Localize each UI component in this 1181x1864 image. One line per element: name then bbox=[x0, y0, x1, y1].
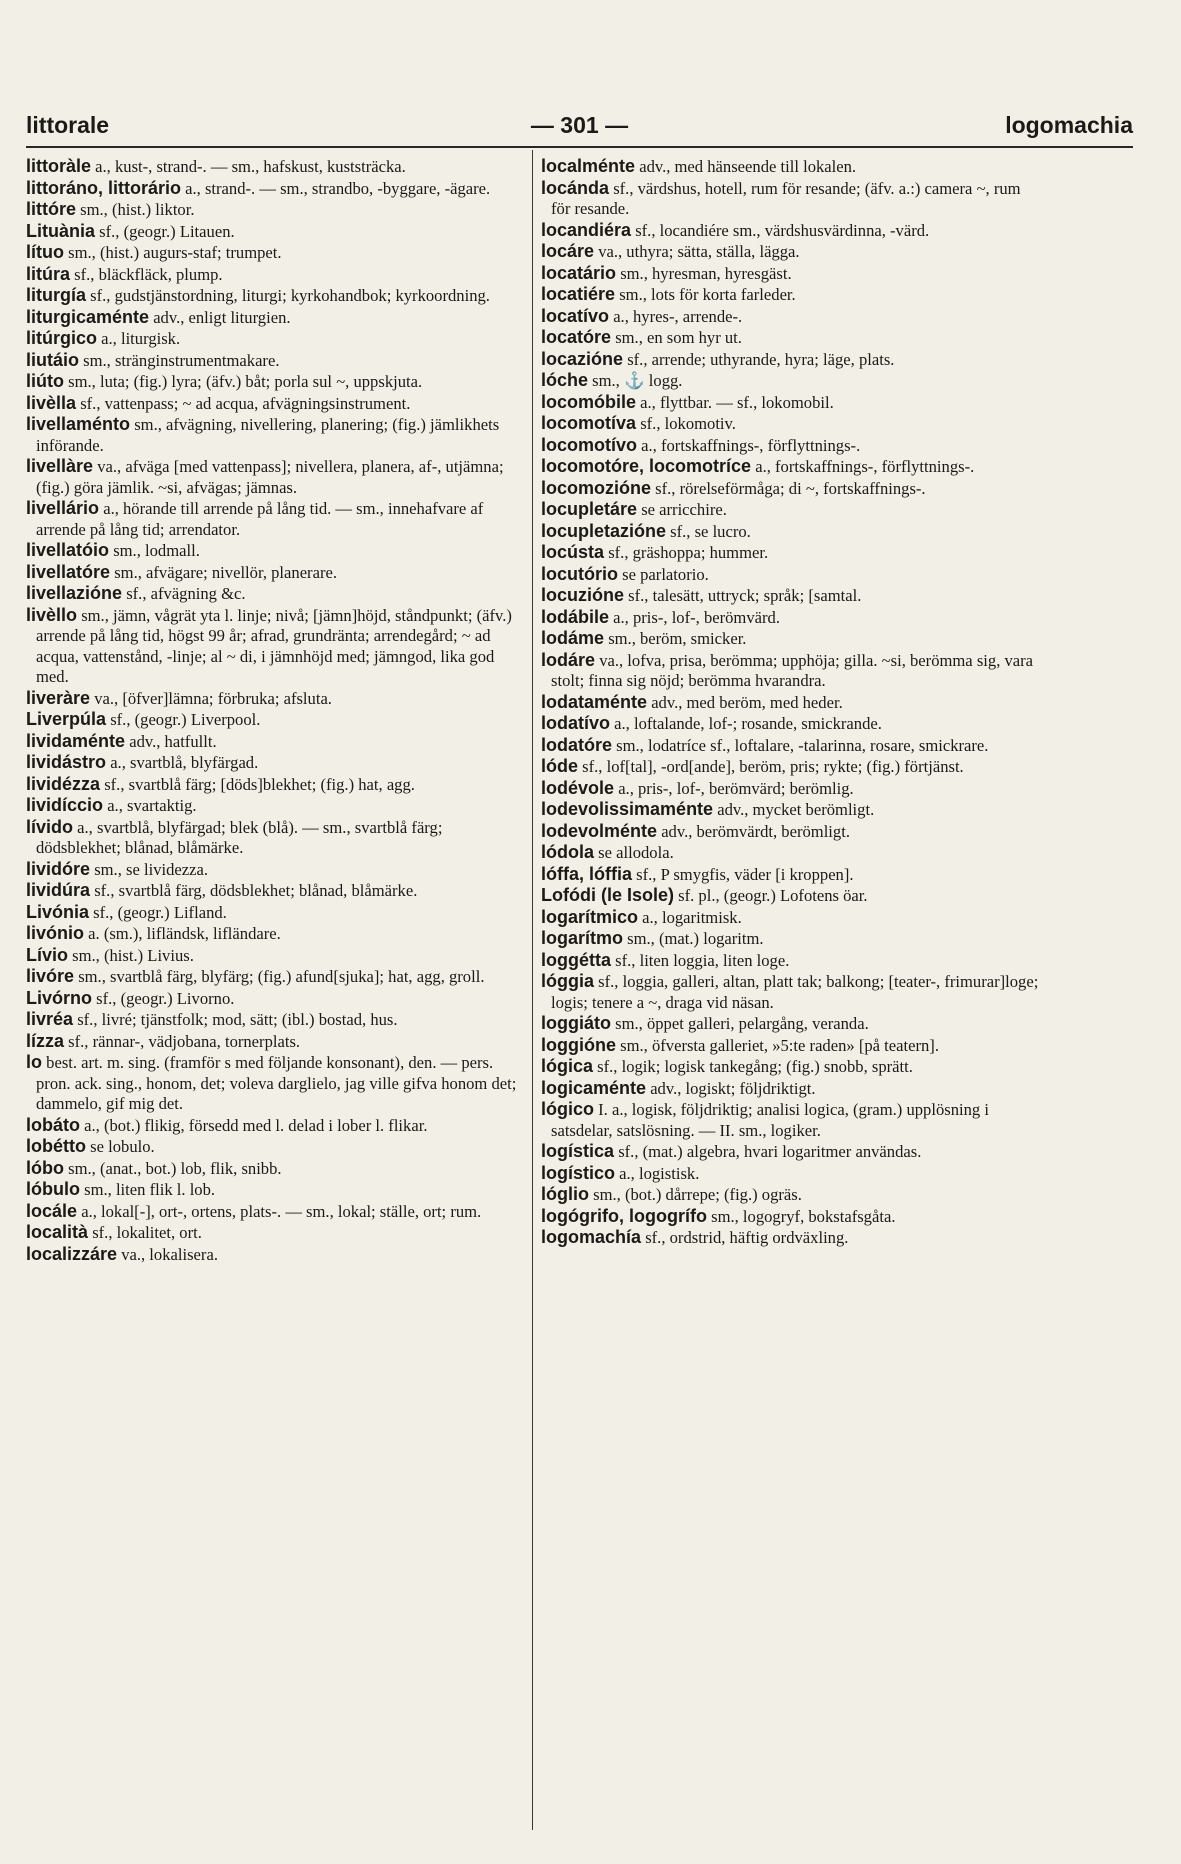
entry-definition: sm., jämn, vågrät yta l. linje; nivå; [jämn]höjd, ståndpunkt; (äfv.) arrende på lång tid, högst 99 år; afrad, grundränta; arrendegård; ~ ad acqua, vattenstånd, -linje; al ~ di, i jämnhöjd med; jämngod, lika god med. bbox=[36, 605, 512, 686]
dictionary-entry bbox=[26, 540, 524, 562]
entry-headword: lóffa, lóffia bbox=[541, 863, 632, 884]
entry-definition: sf., lokomotiv. bbox=[640, 414, 736, 433]
dictionary-entry bbox=[26, 752, 524, 774]
entry-definition: sf., (geogr.) Lifland. bbox=[93, 902, 227, 922]
dictionary-entry bbox=[541, 413, 1039, 435]
entry-headword: locomotívo bbox=[541, 434, 638, 455]
entry-definition: sm., en som hyr ut. bbox=[615, 328, 742, 347]
entry-definition: sf., talesätt, uttryck; språk; [samtal. bbox=[628, 586, 862, 605]
entry-definition: best. art. m. sing. (framför s med följande konsonant), den. — pers. pron. ack. sing., honom, det; voleva darglielo, jag ville gifva honom det; dammelo, gif mig det. bbox=[36, 1053, 517, 1113]
entry-definition: sm., afvägare; nivellör, planerare. bbox=[114, 562, 337, 582]
entry-headword: lividézza bbox=[26, 773, 101, 794]
entry-headword: locústa bbox=[541, 542, 605, 562]
entry-definition: sf., livré; tjänstfolk; mod, sätt; (ibl.) bostad, hus. bbox=[77, 1010, 398, 1029]
entry-definition: adv., med beröm, med heder. bbox=[651, 692, 843, 712]
entry-definition: a., kust-, strand-. — sm., hafskust, kuststräcka. bbox=[95, 157, 406, 176]
dictionary-entry bbox=[26, 1222, 524, 1244]
entry-headword: locatívo bbox=[541, 305, 610, 326]
dictionary-entry bbox=[26, 1179, 524, 1201]
entry-headword: lóbulo bbox=[26, 1179, 80, 1199]
entry-headword: livellaménto bbox=[26, 414, 131, 434]
entry-headword: lívido bbox=[26, 816, 74, 837]
entry-headword: Lívio bbox=[26, 944, 69, 965]
dictionary-entry bbox=[26, 966, 524, 988]
entry-definition: sf., afvägning &c. bbox=[126, 584, 246, 603]
entry-definition: sm., (bot.) dårrepe; (fig.) ogräs. bbox=[593, 1185, 802, 1204]
dictionary-entry bbox=[26, 371, 524, 393]
entry-headword: livellatóre bbox=[26, 561, 111, 582]
dictionary-entry bbox=[541, 521, 1039, 543]
entry-headword: lodáre bbox=[541, 649, 596, 670]
entry-headword: liveràre bbox=[26, 687, 91, 708]
dictionary-entry bbox=[541, 456, 1039, 478]
dictionary-entry bbox=[26, 1244, 524, 1266]
entry-headword: logarítmico bbox=[541, 906, 639, 927]
dictionary-entry bbox=[541, 692, 1039, 714]
dictionary-entry bbox=[26, 774, 524, 796]
entry-headword: lividaménte bbox=[26, 730, 126, 751]
dictionary-entry bbox=[541, 499, 1039, 521]
entry-headword: locatóre bbox=[541, 327, 612, 347]
entry-definition: sf., rörelseförmåga; di ~, fortskaffnings-. bbox=[655, 478, 926, 498]
dictionary-entry bbox=[26, 1115, 524, 1137]
entry-headword: lódola bbox=[541, 842, 594, 862]
entry-definition: sm., se lividezza. bbox=[94, 859, 209, 879]
dictionary-entry bbox=[26, 1031, 524, 1053]
entry-headword: lividúra bbox=[26, 880, 91, 900]
entry-headword: Livónia bbox=[26, 901, 90, 922]
dictionary-entry bbox=[26, 731, 524, 753]
entry-headword: livónio bbox=[26, 923, 84, 943]
entry-headword: livèlla bbox=[26, 392, 77, 413]
entry-headword: lodábile bbox=[541, 606, 610, 627]
entry-definition: sf., vattenpass; ~ ad acqua, afvägningsinstrument. bbox=[80, 393, 411, 413]
header-first-word: littorale bbox=[26, 112, 110, 138]
entry-headword: locánda bbox=[541, 177, 610, 198]
entry-definition: sm., öppet galleri, pelargång, veranda. bbox=[615, 1014, 869, 1033]
entry-definition: se lobulo. bbox=[90, 1137, 155, 1156]
dictionary-entry bbox=[541, 821, 1039, 843]
entry-definition: sf., värdshus, hotell, rum för resande; (äfv. a.:) camera ~, rum för resande. bbox=[551, 178, 1021, 218]
dictionary-entry bbox=[26, 264, 524, 286]
dictionary-entry bbox=[541, 628, 1039, 650]
entry-headword: logística bbox=[541, 1141, 615, 1161]
entry-definition: a., svartblå, blyfärgad; blek (blå). — sm., svartblå färg; dödsblekhet; blånad, blåmärke. bbox=[36, 817, 443, 857]
dictionary-entry bbox=[26, 221, 524, 243]
entry-headword: littoràle bbox=[26, 156, 92, 176]
dictionary-entry bbox=[541, 241, 1039, 263]
entry-definition: sf., logik; logisk tankegång; (fig.) snobb, sprätt. bbox=[597, 1057, 913, 1076]
entry-headword: Liverpúla bbox=[26, 709, 107, 729]
entry-headword: livellatóio bbox=[26, 540, 110, 560]
dictionary-entry bbox=[26, 498, 524, 540]
dictionary-entry bbox=[541, 564, 1039, 586]
entry-definition: sf., svartblå färg; [döds]blekhet; (fig.) hat, agg. bbox=[104, 774, 415, 794]
entry-definition: adv., med hänseende till lokalen. bbox=[639, 157, 857, 176]
entry-definition: va., afväga [med vattenpass]; nivellera, planera, af-, utjämna; (fig.) göra jämlik. ~si, afvägas; jämnas. bbox=[36, 457, 504, 497]
entry-definition: a., loftalande, lof-; rosande, smickrande. bbox=[614, 714, 882, 733]
entry-definition: a., fortskaffnings-, förflyttnings-. bbox=[641, 435, 861, 455]
dictionary-entry bbox=[541, 1078, 1039, 1100]
dictionary-entry bbox=[26, 414, 524, 456]
entry-definition: a., fortskaffnings-, förflyttnings-. bbox=[755, 457, 975, 476]
dictionary-entry bbox=[26, 307, 524, 329]
entry-definition: a., svartblå, blyfärgad. bbox=[110, 753, 259, 772]
entry-definition: sm., lots för korta farleder. bbox=[619, 285, 796, 304]
entry-definition: adv., logiskt; följdriktigt. bbox=[650, 1078, 816, 1098]
entry-definition: a., flyttbar. — sf., lokomobil. bbox=[640, 392, 834, 412]
entry-headword: livellàre bbox=[26, 456, 94, 476]
dictionary-entry bbox=[26, 456, 524, 498]
entry-definition: a., hyres-, arrende-. bbox=[613, 306, 743, 326]
entry-definition: sm., hyresman, hyresgäst. bbox=[620, 263, 792, 283]
entry-headword: lodatóre bbox=[541, 734, 613, 755]
entry-headword: lodáme bbox=[541, 628, 605, 648]
entry-definition: I. a., logisk, följdriktig; analisi logica, (gram.) upplösning i satsdelar, satslösning. — II. sm., logiker. bbox=[551, 1100, 989, 1140]
entry-definition: sf., bläckfläck, plump. bbox=[74, 264, 223, 284]
page-number: — 301 — bbox=[530, 112, 629, 138]
column-divider bbox=[532, 150, 533, 1830]
dictionary-entry bbox=[541, 1035, 1039, 1057]
entry-definition: a., logaritmisk. bbox=[642, 907, 742, 927]
entry-headword: liúto bbox=[26, 371, 64, 391]
entry-headword: lividástro bbox=[26, 752, 107, 772]
dictionary-entry bbox=[26, 1136, 524, 1158]
entry-definition: a., liturgisk. bbox=[101, 329, 181, 348]
entry-definition: se parlatorio. bbox=[622, 564, 709, 584]
entry-definition: sf. pl., (geogr.) Lofotens öar. bbox=[678, 886, 868, 905]
entry-definition: sf., P smygfis, väder [i kroppen]. bbox=[636, 864, 854, 884]
dictionary-entry bbox=[26, 902, 524, 924]
entry-definition: sm., svartblå färg, blyfärg; (fig.) afund[sjuka]; hat, agg, groll. bbox=[78, 967, 485, 986]
dictionary-entry bbox=[26, 688, 524, 710]
dictionary-entry bbox=[541, 971, 1039, 1013]
dictionary-entry bbox=[26, 1009, 524, 1031]
dictionary-entry bbox=[541, 756, 1039, 778]
entry-definition: sf., locandiére sm., värdshusvärdinna, -värd. bbox=[635, 220, 930, 240]
entry-definition: va., uthyra; sätta, ställa, lägga. bbox=[598, 242, 800, 261]
dictionary-entry bbox=[26, 583, 524, 605]
dictionary-entry bbox=[541, 542, 1039, 564]
entry-headword: lodévole bbox=[541, 777, 615, 798]
entry-definition: sf., loggia, galleri, altan, platt tak; balkong; [teater-, frimurar]loge; logis; tenere a ~, draga vid näsan. bbox=[551, 972, 1039, 1012]
entry-headword: locomozióne bbox=[541, 477, 652, 498]
entry-definition: sm., (anat., bot.) lob, flik, snibb. bbox=[68, 1158, 282, 1178]
entry-headword: Lituània bbox=[26, 220, 96, 241]
dictionary-entry bbox=[541, 327, 1039, 349]
dictionary-entry bbox=[541, 585, 1039, 607]
entry-headword: lodevolménte bbox=[541, 820, 658, 841]
entry-definition: a., pris-, lof-, berömvärd. bbox=[613, 607, 780, 627]
entry-headword: locutório bbox=[541, 563, 618, 584]
dictionary-entry bbox=[541, 1206, 1039, 1228]
entry-headword: lízza bbox=[26, 1030, 65, 1051]
entry-headword: logomachía bbox=[541, 1227, 642, 1247]
page-header bbox=[26, 112, 1133, 148]
entry-headword: locomóbile bbox=[541, 391, 637, 412]
dictionary-entry bbox=[541, 156, 1039, 178]
entry-definition: sf., se lucro. bbox=[670, 521, 751, 541]
dictionary-entry bbox=[26, 709, 524, 731]
entry-definition: sm., (hist.) liktor. bbox=[80, 200, 195, 219]
entry-definition: sm., luta; (fig.) lyra; (äfv.) båt; porla sul ~, uppskjuta. bbox=[68, 372, 423, 391]
dictionary-entry bbox=[26, 817, 524, 859]
entry-headword: localizzáre bbox=[26, 1243, 118, 1264]
entry-headword: locáre bbox=[541, 241, 595, 261]
dictionary-entry bbox=[541, 713, 1039, 735]
entry-definition: sf., svartblå färg, dödsblekhet; blånad, blåmärke. bbox=[94, 881, 418, 900]
dictionary-entry bbox=[26, 242, 524, 264]
entry-headword: locupletáre bbox=[541, 499, 638, 519]
left-column bbox=[26, 156, 524, 1265]
entry-headword: loggiáto bbox=[541, 1013, 611, 1033]
entry-headword: logógrifo, logogrífo bbox=[541, 1205, 707, 1226]
dictionary-entry bbox=[541, 607, 1039, 629]
entry-definition: sm., liten flik l. lob. bbox=[84, 1180, 216, 1199]
entry-headword: lóglio bbox=[541, 1184, 589, 1204]
dictionary-entry bbox=[26, 350, 524, 372]
entry-headword: logístico bbox=[541, 1162, 616, 1183]
entry-definition: sm., afvägning, nivellering, planering; (fig.) jämlikhets införande. bbox=[36, 415, 500, 455]
dictionary-entry bbox=[541, 650, 1039, 692]
entry-definition: sm., lodatríce sf., loftalare, -talarinna, rosare, smickrare. bbox=[616, 735, 989, 755]
entry-definition: adv., mycket berömligt. bbox=[717, 800, 875, 819]
dictionary-entry bbox=[541, 885, 1039, 907]
entry-definition: se arricchire. bbox=[641, 500, 727, 519]
dictionary-entry bbox=[26, 285, 524, 307]
dictionary-entry bbox=[541, 220, 1039, 242]
entry-definition: a., svartaktig. bbox=[107, 796, 197, 815]
entry-headword: locomotóre, locomotríce bbox=[541, 456, 752, 476]
entry-headword: littóre bbox=[26, 199, 77, 219]
right-column bbox=[541, 156, 1039, 1249]
entry-definition: sf., rännar-, vädjobana, tornerplats. bbox=[68, 1031, 301, 1051]
dictionary-entry bbox=[541, 735, 1039, 757]
entry-definition: sm., beröm, smicker. bbox=[608, 629, 747, 648]
entry-headword: Livórno bbox=[26, 987, 92, 1008]
dictionary-entry bbox=[26, 393, 524, 415]
entry-definition: a., lokal[-], ort-, ortens, plats-. — sm., lokal; ställe, ort; rum. bbox=[81, 1201, 482, 1221]
entry-headword: littoráno, littorário bbox=[26, 177, 181, 198]
entry-definition: sm., (mat.) logaritm. bbox=[627, 929, 764, 948]
entry-headword: locatiére bbox=[541, 284, 616, 304]
dictionary-entry bbox=[26, 880, 524, 902]
entry-headword: logarítmo bbox=[541, 928, 624, 948]
entry-headword: lóbo bbox=[26, 1157, 64, 1178]
entry-headword: litúrgico bbox=[26, 328, 97, 348]
entry-headword: livèllo bbox=[26, 604, 78, 625]
entry-headword: liutáio bbox=[26, 349, 79, 370]
entry-definition: a., logistisk. bbox=[619, 1163, 700, 1183]
entry-definition: sf., liten loggia, liten loge. bbox=[615, 950, 790, 970]
dictionary-entry bbox=[26, 178, 524, 200]
entry-headword: lógico bbox=[541, 1099, 594, 1119]
dictionary-entry bbox=[26, 605, 524, 688]
entry-definition: adv., enligt liturgien. bbox=[153, 307, 291, 327]
entry-headword: locuzióne bbox=[541, 585, 625, 605]
entry-headword: loggétta bbox=[541, 949, 611, 970]
entry-headword: livellário bbox=[26, 498, 100, 518]
dictionary-entry bbox=[26, 859, 524, 881]
entry-headword: lividíccio bbox=[26, 795, 104, 815]
dictionary-entry bbox=[26, 156, 524, 178]
dictionary-entry bbox=[26, 988, 524, 1010]
entry-headword: lodatívo bbox=[541, 713, 611, 733]
entry-definition: sf., gräshoppa; hummer. bbox=[608, 543, 769, 562]
entry-definition: adv., hatfullt. bbox=[129, 731, 217, 751]
entry-headword: Lofódi (le Isole) bbox=[541, 885, 674, 905]
entry-definition: va., lofva, prisa, berömma; upphöja; gilla. ~si, berömma sig, vara stolt; finna sig nöjd; berömma hvarandra. bbox=[551, 650, 1034, 690]
entry-definition: sm., (hist.) augurs-staf; trumpet. bbox=[68, 243, 282, 262]
entry-definition: sm., ⚓ logg. bbox=[592, 371, 683, 390]
entry-headword: lóde bbox=[541, 756, 579, 776]
entry-headword: locandiéra bbox=[541, 219, 632, 240]
entry-headword: locomotíva bbox=[541, 413, 637, 433]
dictionary-entry bbox=[541, 1013, 1039, 1035]
entry-headword: lobétto bbox=[26, 1136, 86, 1156]
entry-definition: sf., (geogr.) Liverpool. bbox=[110, 710, 261, 729]
dictionary-entry bbox=[541, 349, 1039, 371]
entry-definition: sf., (geogr.) Livorno. bbox=[96, 988, 235, 1008]
dictionary-entry bbox=[26, 1201, 524, 1223]
dictionary-entry bbox=[541, 1227, 1039, 1249]
entry-definition: sf., arrende; uthyrande, hyra; läge, plats. bbox=[627, 349, 895, 369]
entry-definition: sm., öfversta galleriet, »5:te raden» [på teatern]. bbox=[620, 1035, 939, 1055]
entry-definition: se allodola. bbox=[598, 843, 674, 862]
dictionary-entry bbox=[541, 778, 1039, 800]
entry-headword: località bbox=[26, 1222, 89, 1242]
entry-definition: va., lokalisera. bbox=[121, 1244, 218, 1264]
entry-headword: locále bbox=[26, 1200, 78, 1221]
entry-headword: localménte bbox=[541, 156, 636, 176]
entry-definition: sf., (geogr.) Litauen. bbox=[99, 221, 235, 241]
entry-headword: lodevolissimaménte bbox=[541, 799, 714, 819]
entry-headword: lóche bbox=[541, 370, 589, 390]
entry-definition: a., (bot.) flikig, försedd med l. delad i lober l. flikar. bbox=[84, 1115, 428, 1135]
dictionary-entry bbox=[26, 1158, 524, 1180]
entry-headword: locatário bbox=[541, 262, 617, 283]
dictionary-entry bbox=[26, 923, 524, 945]
dictionary-entry bbox=[26, 945, 524, 967]
entry-headword: lobáto bbox=[26, 1114, 80, 1135]
dictionary-entry bbox=[541, 950, 1039, 972]
entry-headword: logicaménte bbox=[541, 1077, 647, 1098]
dictionary-entry bbox=[26, 795, 524, 817]
entry-definition: a., strand-. — sm., strandbo, -byggare, -ägare. bbox=[185, 178, 491, 198]
dictionary-entry bbox=[541, 1184, 1039, 1206]
dictionary-entry bbox=[541, 284, 1039, 306]
dictionary-entry bbox=[541, 263, 1039, 285]
entry-definition: sm., logogryf, bokstafsgåta. bbox=[711, 1206, 896, 1226]
entry-headword: loggióne bbox=[541, 1034, 616, 1055]
entry-headword: livóre bbox=[26, 966, 75, 986]
dictionary-entry bbox=[541, 392, 1039, 414]
entry-definition: adv., berömvärdt, berömligt. bbox=[661, 821, 850, 841]
entry-headword: locazióne bbox=[541, 348, 624, 369]
entry-headword: litúra bbox=[26, 263, 71, 284]
dictionary-entry bbox=[26, 328, 524, 350]
entry-definition: sf., lof[tal], -ord[ande], beröm, pris; rykte; (fig.) förtjänst. bbox=[582, 757, 964, 776]
dictionary-entry bbox=[541, 1099, 1039, 1141]
entry-definition: sf., lokalitet, ort. bbox=[92, 1223, 202, 1242]
dictionary-entry bbox=[541, 799, 1039, 821]
dictionary-entry bbox=[541, 928, 1039, 950]
entry-headword: lítuo bbox=[26, 242, 64, 262]
entry-headword: lóggia bbox=[541, 971, 594, 991]
dictionary-entry bbox=[541, 306, 1039, 328]
dictionary-entry bbox=[541, 1141, 1039, 1163]
entry-headword: liturgicaménte bbox=[26, 306, 150, 327]
entry-definition: va., [öfver]lämna; förbruka; afsluta. bbox=[94, 688, 332, 708]
entry-headword: locupletazióne bbox=[541, 520, 667, 541]
entry-definition: a., pris-, lof-, berömvärd; berömlig. bbox=[618, 778, 854, 798]
entry-definition: sm., (hist.) Livius. bbox=[72, 945, 194, 965]
dictionary-entry bbox=[541, 435, 1039, 457]
entry-headword: lividóre bbox=[26, 858, 91, 879]
entry-headword: lo bbox=[26, 1052, 42, 1072]
entry-headword: lógica bbox=[541, 1056, 594, 1076]
entry-definition: sf., (mat.) algebra, hvari logaritmer användas. bbox=[618, 1142, 922, 1161]
dictionary-entry bbox=[541, 907, 1039, 929]
dictionary-entry bbox=[26, 562, 524, 584]
dictionary-entry bbox=[541, 478, 1039, 500]
dictionary-entry bbox=[541, 864, 1039, 886]
entry-definition: sf., gudstjänstordning, liturgi; kyrkohandbok; kyrkoordning. bbox=[90, 286, 490, 305]
entry-headword: lodataménte bbox=[541, 691, 648, 712]
entry-definition: a. (sm.), lifländsk, lifländare. bbox=[88, 924, 281, 943]
dictionary-entry bbox=[541, 370, 1039, 392]
dictionary-entry bbox=[26, 1052, 524, 1115]
dictionary-entry bbox=[541, 842, 1039, 864]
entry-definition: sf., ordstrid, häftig ordväxling. bbox=[645, 1228, 849, 1247]
entry-definition: sm., stränginstrumentmakare. bbox=[83, 350, 280, 370]
entry-headword: liturgía bbox=[26, 285, 87, 305]
dictionary-entry bbox=[541, 1056, 1039, 1078]
dictionary-entry bbox=[541, 1163, 1039, 1185]
entry-headword: livréa bbox=[26, 1009, 74, 1029]
header-last-word: logomachia bbox=[1005, 112, 1133, 138]
entry-definition: a., hörande till arrende på lång tid. — sm., innehafvare af arrende på lång tid; arrendator. bbox=[36, 499, 484, 539]
dictionary-entry bbox=[541, 178, 1039, 220]
dictionary-entry bbox=[26, 199, 524, 221]
entry-definition: sm., lodmall. bbox=[113, 541, 200, 560]
entry-headword: livellazióne bbox=[26, 583, 123, 603]
